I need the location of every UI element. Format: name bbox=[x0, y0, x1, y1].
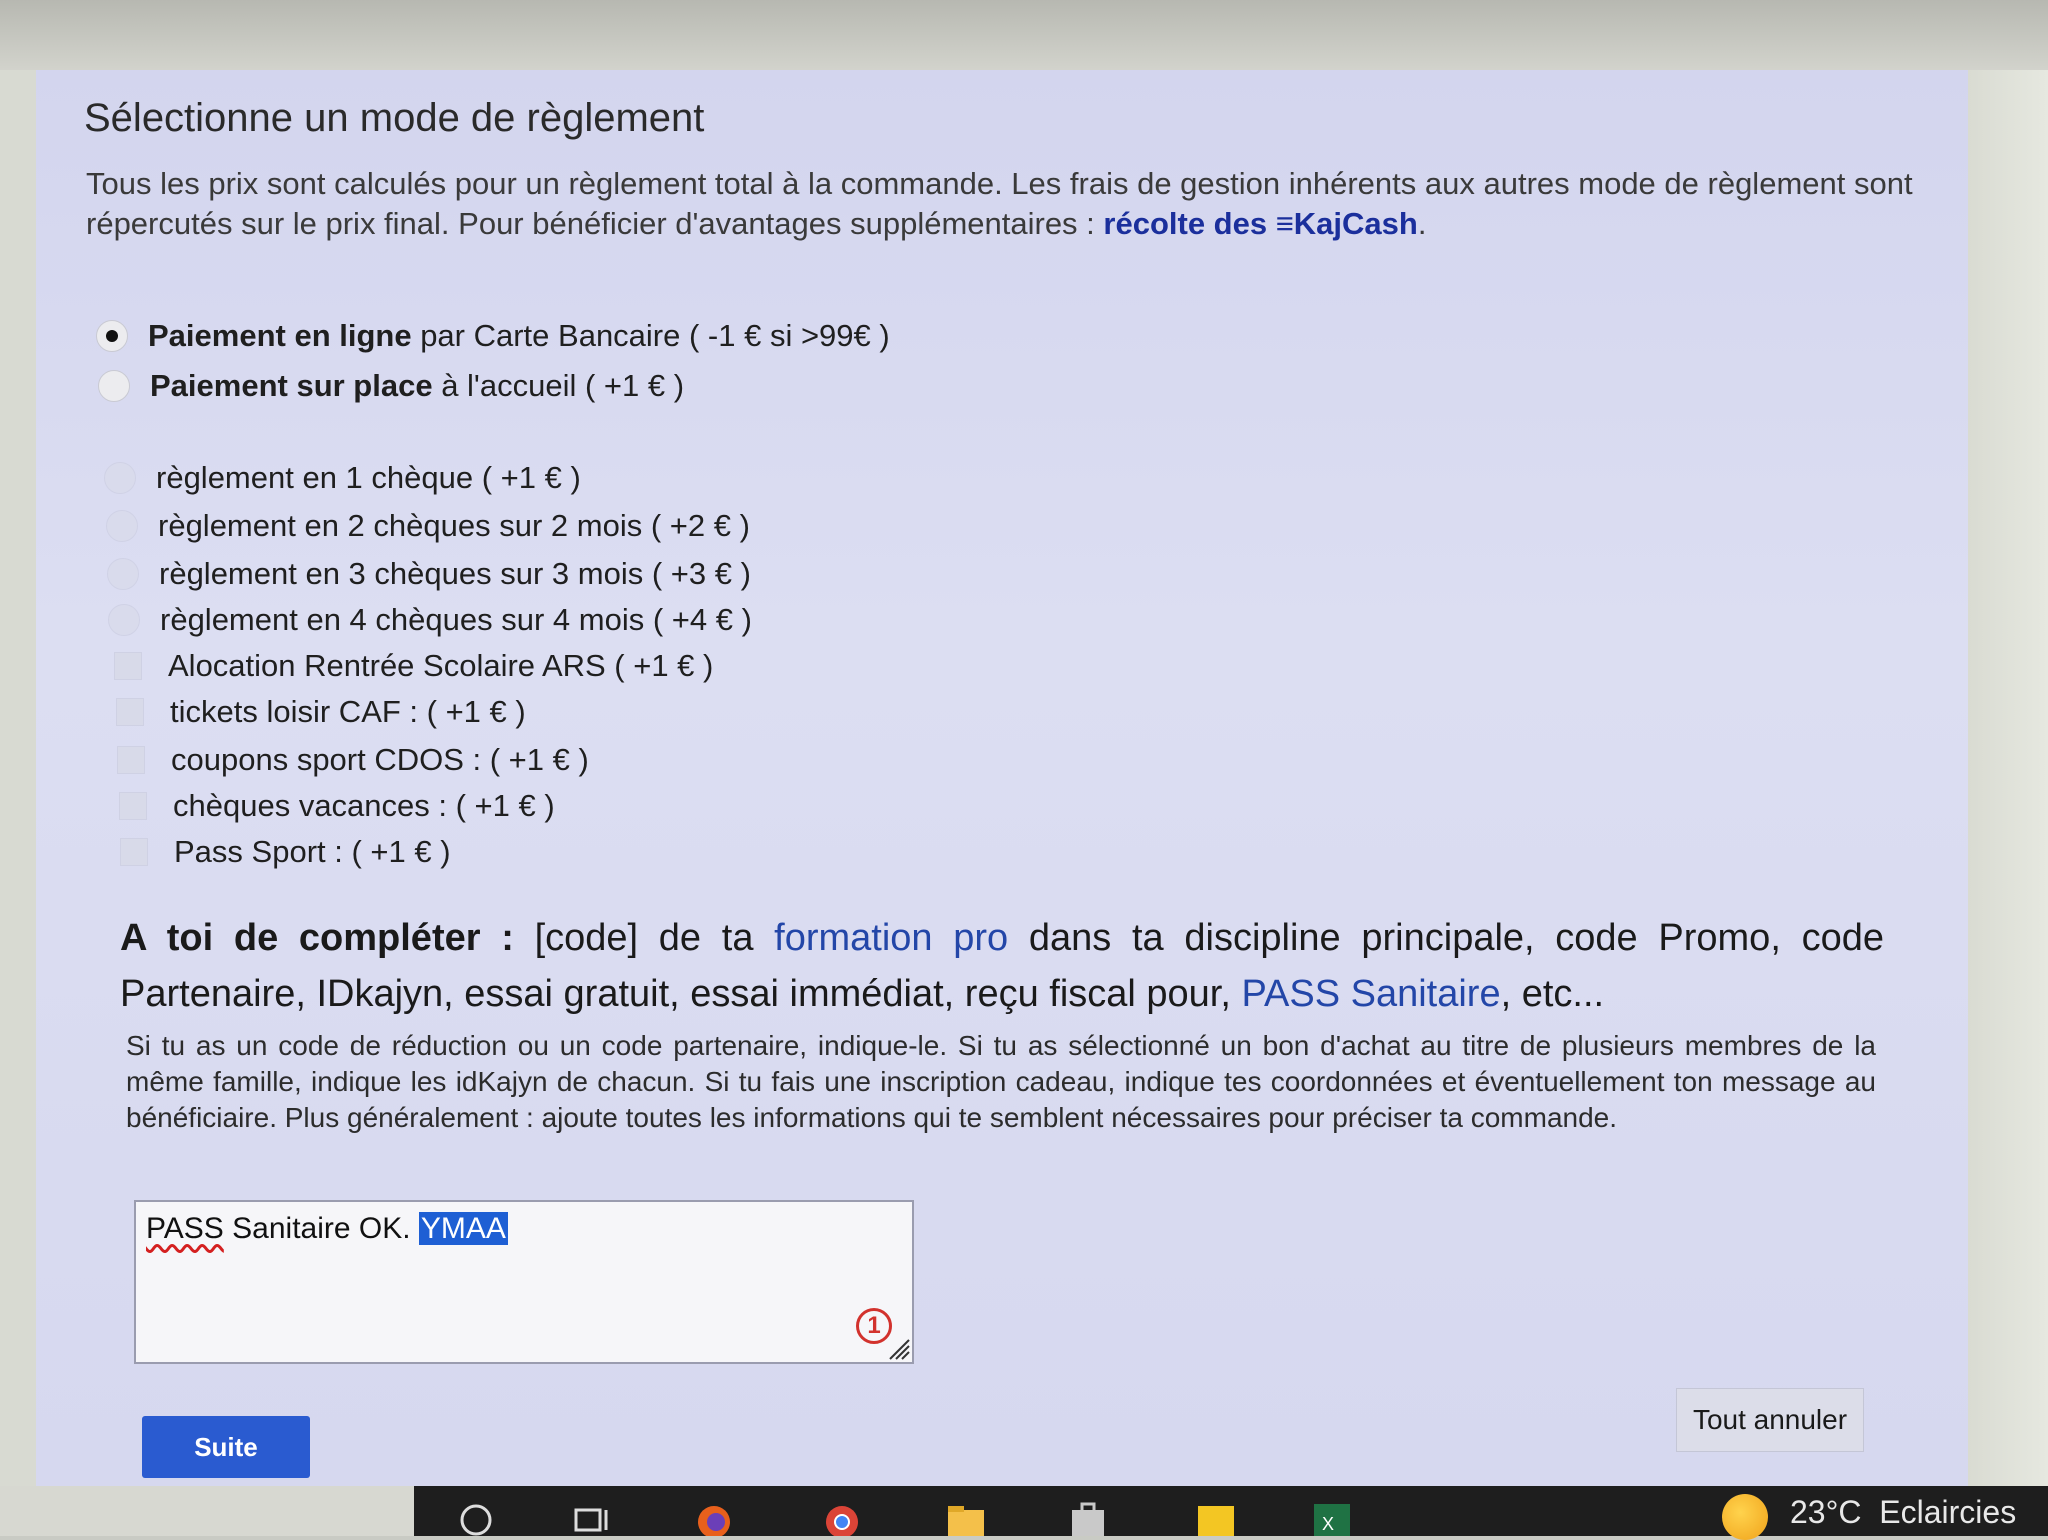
option-onsite-payment[interactable] bbox=[98, 368, 684, 404]
formation-pro-link[interactable]: formation pro bbox=[774, 917, 1009, 959]
radio-online-payment[interactable] bbox=[96, 320, 128, 352]
option-cdos[interactable] bbox=[117, 742, 589, 778]
option-label: règlement en 1 chèque ( +1 € ) bbox=[156, 460, 581, 495]
option-label: règlement en 4 chèques sur 4 mois ( +4 € ) bbox=[160, 602, 752, 637]
option-caf[interactable] bbox=[116, 694, 526, 730]
svg-text:X: X bbox=[1322, 1514, 1335, 1534]
sticky-notes-icon[interactable] bbox=[1196, 1496, 1236, 1536]
checkbox-cdos[interactable] bbox=[117, 746, 145, 774]
intro-end: . bbox=[1417, 206, 1427, 241]
excel-icon[interactable] bbox=[1312, 1496, 1352, 1536]
textarea-content[interactable] bbox=[146, 1212, 508, 1246]
next-button[interactable]: Suite bbox=[142, 1416, 310, 1478]
misspelled-word: PASS bbox=[146, 1212, 224, 1245]
checkbox-pass-sport[interactable] bbox=[120, 838, 148, 866]
radio-3-cheques[interactable] bbox=[107, 558, 139, 590]
screen-top-band bbox=[0, 0, 2048, 70]
option-label: chèques vacances : ( +1 € ) bbox=[173, 788, 555, 823]
selected-text: YMAA bbox=[420, 1212, 506, 1245]
resize-grip-icon[interactable] bbox=[884, 1334, 910, 1360]
onsite-payment-rest: à l'accueil ( +1 € ) bbox=[432, 368, 685, 403]
online-payment-rest: par Carte Bancaire ( -1 € si >99€ ) bbox=[411, 318, 890, 353]
option-cheques-vacances[interactable] bbox=[119, 788, 555, 824]
textarea-plain: Sanitaire OK. bbox=[223, 1212, 419, 1245]
complete-text-2: dans ta discipline principale, code Promo, code Partenaire, IDkajyn, essai gratuit, essai immédiat, reçu fiscal pour, bbox=[120, 917, 1895, 1015]
radio-onsite-payment[interactable] bbox=[98, 370, 130, 402]
kajcash-link[interactable]: récolte des ≡KajCash bbox=[1103, 206, 1418, 241]
left-margin bbox=[0, 70, 36, 1490]
option-label: règlement en 3 chèques sur 3 mois ( +3 € ) bbox=[159, 556, 751, 591]
weather-icon[interactable] bbox=[1722, 1494, 1768, 1540]
complete-text-3: , etc... bbox=[1500, 973, 1605, 1015]
option-2-cheques[interactable] bbox=[106, 508, 750, 544]
option-online-payment[interactable] bbox=[96, 318, 890, 354]
firefox-icon[interactable] bbox=[694, 1496, 734, 1536]
complete-heading bbox=[120, 910, 1895, 1022]
order-notes-textarea[interactable] bbox=[134, 1200, 914, 1364]
onsite-payment-bold: Paiement sur place bbox=[150, 368, 433, 403]
checkbox-ars[interactable] bbox=[114, 652, 142, 680]
taskbar bbox=[0, 1486, 2048, 1536]
task-view-icon[interactable] bbox=[574, 1496, 614, 1536]
option-label: coupons sport CDOS : ( +1 € ) bbox=[171, 742, 589, 777]
checkbox-caf[interactable] bbox=[116, 698, 144, 726]
right-margin bbox=[1968, 70, 2048, 1490]
complete-help-text: Si tu as un code de réduction ou un code partenaire, indique-le. Si tu as sélectionné un bon d'achat au titre de plusieurs membres de la même famille, indique les idKajyn de chacun. Si tu fais une inscription cadeau, indique tes coordonnées et éventuellement ton message au bénéficiaire. Plus généralement : ajoute toutes les informations qui te semblent nécessaires pour préciser ta commande. bbox=[126, 1030, 1876, 1133]
intro-text bbox=[86, 164, 1926, 244]
grammar-counter-badge[interactable]: 1 bbox=[856, 1308, 892, 1344]
pass-sanitaire-link[interactable]: PASS Sanitaire bbox=[1241, 973, 1501, 1015]
option-label: Alocation Rentrée Scolaire ARS ( +1 € ) bbox=[168, 648, 714, 683]
option-label: Pass Sport : ( +1 € ) bbox=[174, 834, 451, 869]
store-icon[interactable] bbox=[1068, 1496, 1108, 1536]
cancel-all-button[interactable]: Tout annuler bbox=[1676, 1388, 1864, 1452]
option-label: règlement en 2 chèques sur 2 mois ( +2 € ) bbox=[158, 508, 750, 543]
option-3-cheques[interactable] bbox=[107, 556, 751, 592]
page-title: Sélectionne un mode de règlement bbox=[84, 96, 705, 140]
taskbar-left-area bbox=[0, 1486, 414, 1536]
file-explorer-icon[interactable] bbox=[946, 1496, 986, 1536]
intro-sentence: Tous les prix sont calculés pour un règlement total à la commande. Les frais de gestion inhérents aux autres mode de règlement sont répercutés sur le prix final. Pour bénéficier d'avantages supplémentaires : bbox=[86, 166, 1913, 241]
radio-2-cheques[interactable] bbox=[106, 510, 138, 542]
option-4-cheques[interactable] bbox=[108, 602, 752, 638]
complete-text-1: [code] de ta bbox=[513, 917, 775, 959]
radio-1-cheque[interactable] bbox=[104, 462, 136, 494]
search-icon[interactable] bbox=[456, 1496, 496, 1536]
option-1-cheque[interactable] bbox=[104, 460, 581, 496]
checkbox-cheques-vacances[interactable] bbox=[119, 792, 147, 820]
radio-4-cheques[interactable] bbox=[108, 604, 140, 636]
chrome-icon[interactable] bbox=[822, 1496, 862, 1536]
complete-lead: A toi de compléter : bbox=[120, 917, 514, 959]
online-payment-bold: Paiement en ligne bbox=[148, 318, 412, 353]
weather-text[interactable]: 23°C Eclaircies bbox=[1790, 1494, 2017, 1530]
option-ars[interactable] bbox=[114, 648, 713, 684]
option-label: tickets loisir CAF : ( +1 € ) bbox=[170, 694, 526, 729]
option-pass-sport[interactable] bbox=[120, 834, 451, 870]
